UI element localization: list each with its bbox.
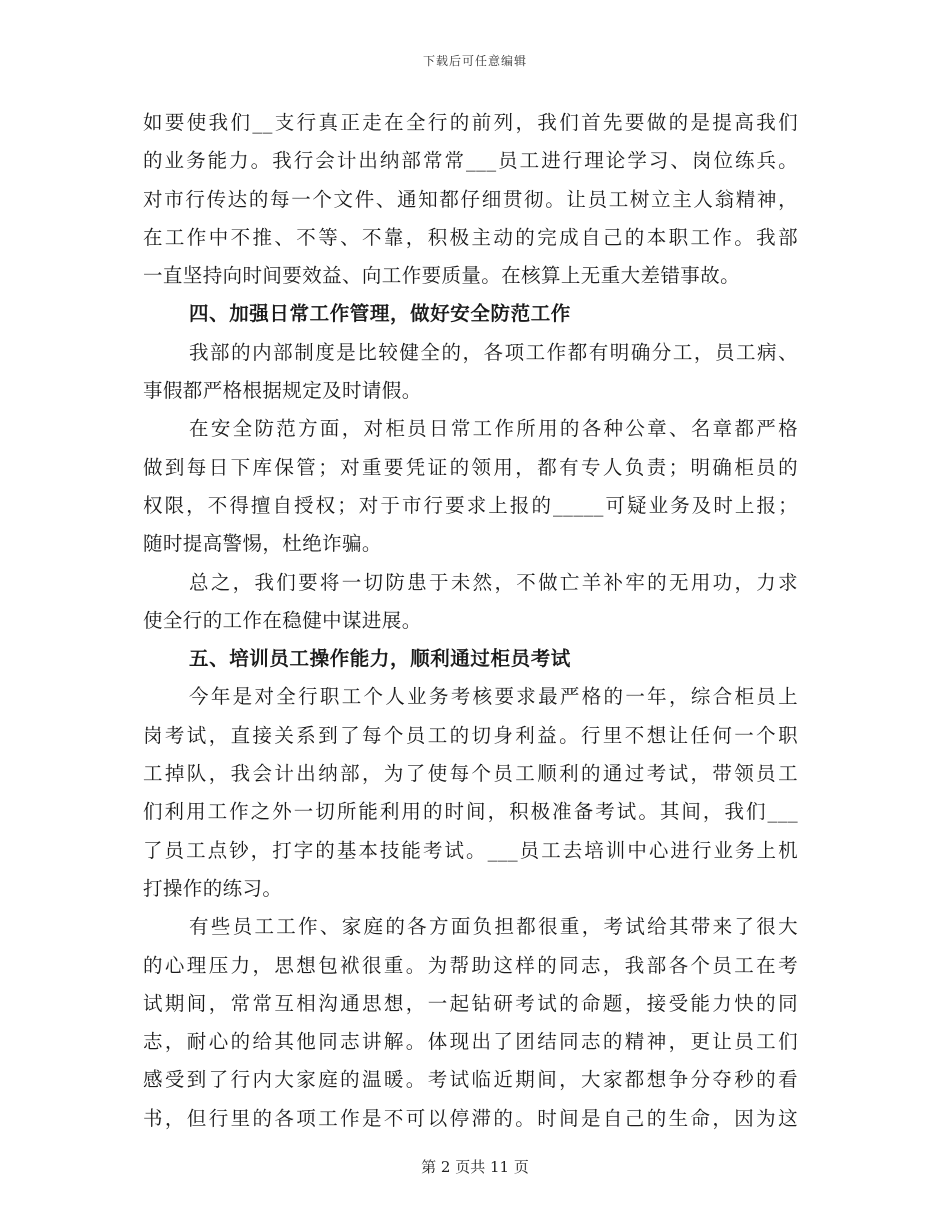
paragraph-line: 有些员工工作、家庭的各方面负担都很重，考试给其带来了很大 (189, 915, 798, 939)
paragraph-line: 的心理压力，思想包袱很重。为帮助这样的同志，我部各个员工在考 (143, 953, 798, 977)
page-header: 下载后可任意编辑 (422, 54, 527, 68)
paragraph-line: 总之，我们要将一切防患于未然，不做亡羊补牢的无用功，力求 (189, 570, 798, 594)
paragraph-line: 随时提高警惕，杜绝诈骗。 (143, 532, 382, 556)
paragraph-line: 的业务能力。我行会计出纳部常常___员工进行理论学习、岗位练兵。 (143, 149, 798, 173)
paragraph-line: 今年是对全行职工个人业务考核要求最严格的一年，综合柜员上 (189, 685, 798, 709)
paragraph-line: 书，但行里的各项工作是不可以停滞的。时间是自己的生命，因为这 (143, 1106, 798, 1130)
paragraph-line: 打操作的练习。 (143, 876, 283, 900)
paragraph-line: 做到每日下库保管；对重要凭证的领用，都有专人负责；明确柜员的 (143, 455, 798, 479)
section-heading-4: 四、加强日常工作管理，做好安全防范工作 (189, 302, 571, 326)
page-number: 第 2 页共 11 页 (421, 1158, 529, 1176)
paragraph-line: 使全行的工作在稳健中谋进展。 (143, 608, 422, 632)
paragraph-line: 在安全防范方面，对柜员日常工作所用的各种公章、名章都严格 (189, 417, 798, 441)
paragraph-line: 事假都严格根据规定及时请假。 (143, 379, 422, 403)
paragraph-line: 权限，不得擅自授权；对于市行要求上报的_____可疑业务及时上报； (143, 493, 798, 517)
paragraph-line: 志，耐心的给其他同志讲解。体现出了团结同志的精神，更让员工们 (143, 1030, 798, 1054)
paragraph-line: 感受到了行内大家庭的温暖。考试临近期间，大家都想争分夺秒的看 (143, 1068, 798, 1092)
section-heading-5: 五、培训员工操作能力，顺利通过柜员考试 (189, 647, 571, 671)
paragraph-line: 工掉队，我会计出纳部，为了使每个员工顺利的通过考试，带领员工 (143, 762, 798, 786)
paragraph-line: 了员工点钞，打字的基本技能考试。___员工去培训中心进行业务上机 (143, 838, 798, 862)
paragraph-line: 对市行传达的每一个文件、通知都仔细贯彻。让员工树立主人翁精神， (143, 187, 798, 211)
document-body (143, 104, 798, 1138)
paragraph-line: 一直坚持向时间要效益、向工作要质量。在核算上无重大差错事故。 (143, 264, 741, 288)
paragraph-line: 在工作中不推、不等、不靠，积极主动的完成自己的本职工作。我部 (143, 225, 798, 249)
paragraph-line: 我部的内部制度是比较健全的，各项工作都有明确分工，员工病、 (189, 340, 798, 364)
paragraph-line: 试期间，常常互相沟通思想，一起钻研考试的命题，接受能力快的同 (143, 991, 798, 1015)
paragraph-line: 如要使我们__支行真正走在全行的前列，我们首先要做的是提高我们 (143, 111, 798, 134)
paragraph-line: 们利用工作之外一切所能利用的时间，积极准备考试。其间，我们___ (143, 800, 798, 824)
paragraph-line: 岗考试，直接关系到了每个员工的切身利益。行里不想让任何一个职 (143, 723, 798, 747)
